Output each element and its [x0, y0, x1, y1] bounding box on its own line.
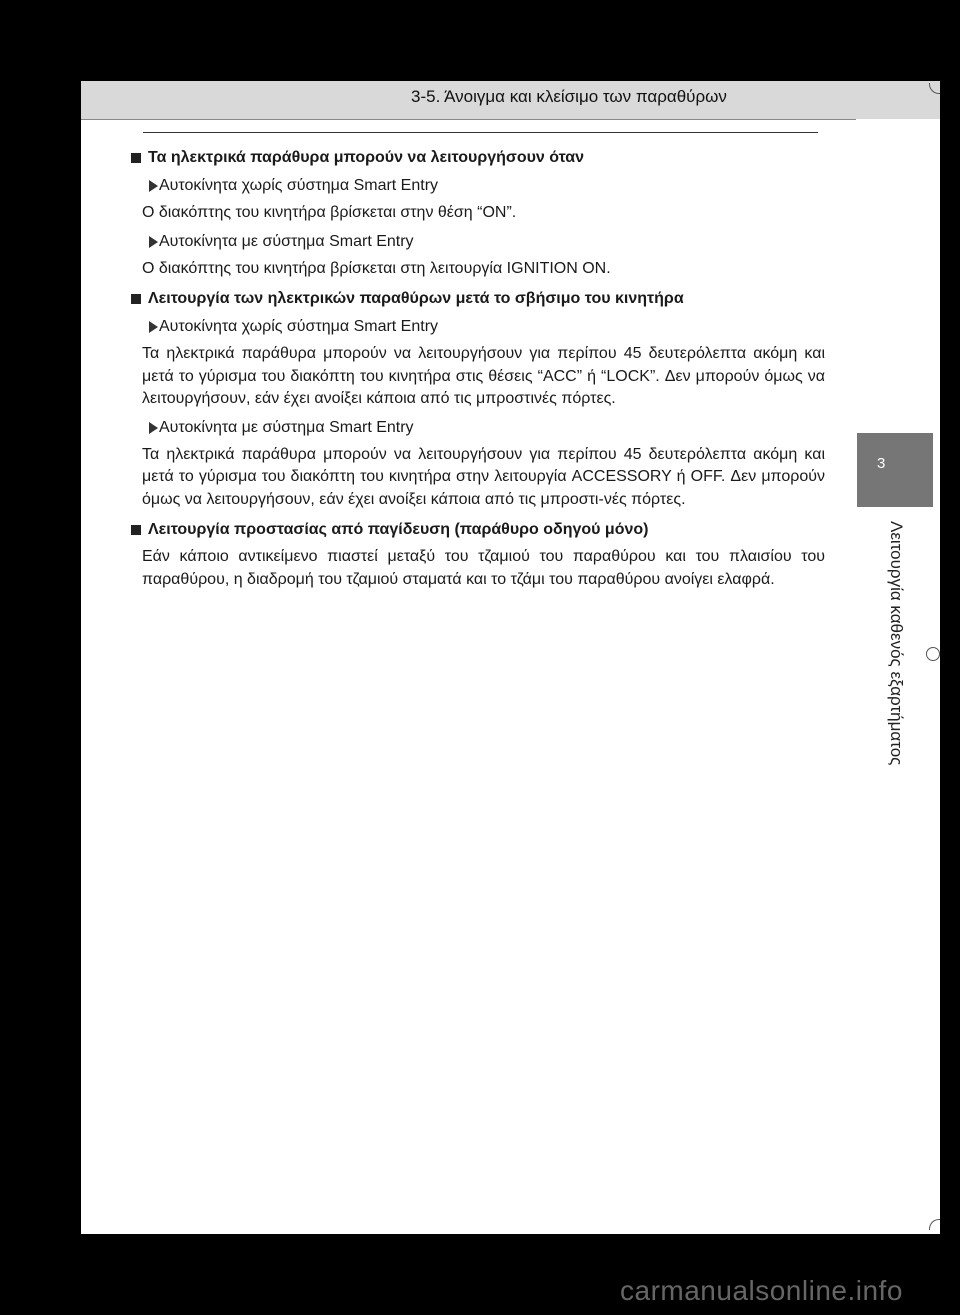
page-header — [81, 81, 940, 120]
arrow-right-icon — [149, 422, 158, 434]
subheading: Αυτοκίνητα χωρίς σύστημα Smart Entry — [131, 316, 825, 338]
subheading: Αυτοκίνητα με σύστημα Smart Entry — [131, 231, 825, 253]
header-rule — [143, 132, 818, 133]
paragraph: Ο διακόπτης του κινητήρα βρίσκεται στην θέση “ON”. — [142, 204, 517, 221]
paragraph: Τα ηλεκτρικά παράθυρα μπορούν να λειτουργήσουν για περίπου 45 δευτερόλεπτα ακόμη και μετά το γύρισμα του διακόπτη του κινητήρα στις θέσεις “ACC” ή “LOCK”. Δεν μπορούν όμως να λειτουργήσουν, εάν έχει ανοίξει κάποια από τις μπροστινές πόρτες. — [142, 345, 825, 407]
arrow-right-icon — [149, 236, 158, 248]
chapter-tab[interactable] — [857, 433, 933, 507]
paragraph: Τα ηλεκτρικά παράθυρα μπορούν να λειτουργήσουν για περίπου 45 δευτερόλεπτα ακόμη και μετά το γύρισμα του διακόπτη του κινητήρα στην λειτουργία ACCESSORY ή OFF. Δεν μπορούν όμως να λειτουργήσουν, εάν έχει ανοίξει κάποια από τις μπροστι-νές πόρτες. — [142, 445, 826, 508]
manual-page — [81, 81, 940, 1234]
arrow-right-icon — [149, 180, 158, 192]
bullet-square-icon — [131, 153, 141, 163]
section-title: 3-5. Άνοιγμα και κλείσιμο των παραθύρων — [411, 87, 727, 106]
subheading: Αυτοκίνητα με σύστημα Smart Entry — [131, 417, 825, 439]
section-heading: Τα ηλεκτρικά παράθυρα μπορούν να λειτουργήσουν όταν — [131, 147, 825, 169]
watermark: carmanualsonline.info — [620, 1275, 903, 1306]
page-content — [131, 139, 825, 595]
arrow-right-icon — [149, 321, 158, 333]
chapter-label: Λειτουργία καθενός εξαρτήματος — [887, 521, 906, 766]
subheading: Αυτοκίνητα χωρίς σύστημα Smart Entry — [131, 175, 825, 197]
paragraph: Ο διακόπτης του κινητήρα βρίσκεται στη λειτουργία IGNITION ON. — [142, 259, 611, 277]
paragraph: Εάν κάποιο αντικείμενο πιαστεί μεταξύ του τζαμιού του παραθύρου και του πλαισίου του παραθύρου, η διαδρομή του τζαμιού σταματά και το τζάμι του παραθύρου ανοίγει ελαφρά. — [142, 548, 825, 588]
registration-mark — [926, 647, 940, 661]
bullet-square-icon — [131, 525, 141, 535]
section-heading: Λειτουργία προστασίας από παγίδευση (παράθυρο οδηγού μόνο) — [131, 519, 825, 541]
bullet-square-icon — [131, 294, 141, 304]
chapter-number: 3 — [877, 455, 886, 472]
section-heading: Λειτουργία των ηλεκτρικών παραθύρων μετά το σβήσιμο του κινητήρα — [131, 288, 825, 310]
